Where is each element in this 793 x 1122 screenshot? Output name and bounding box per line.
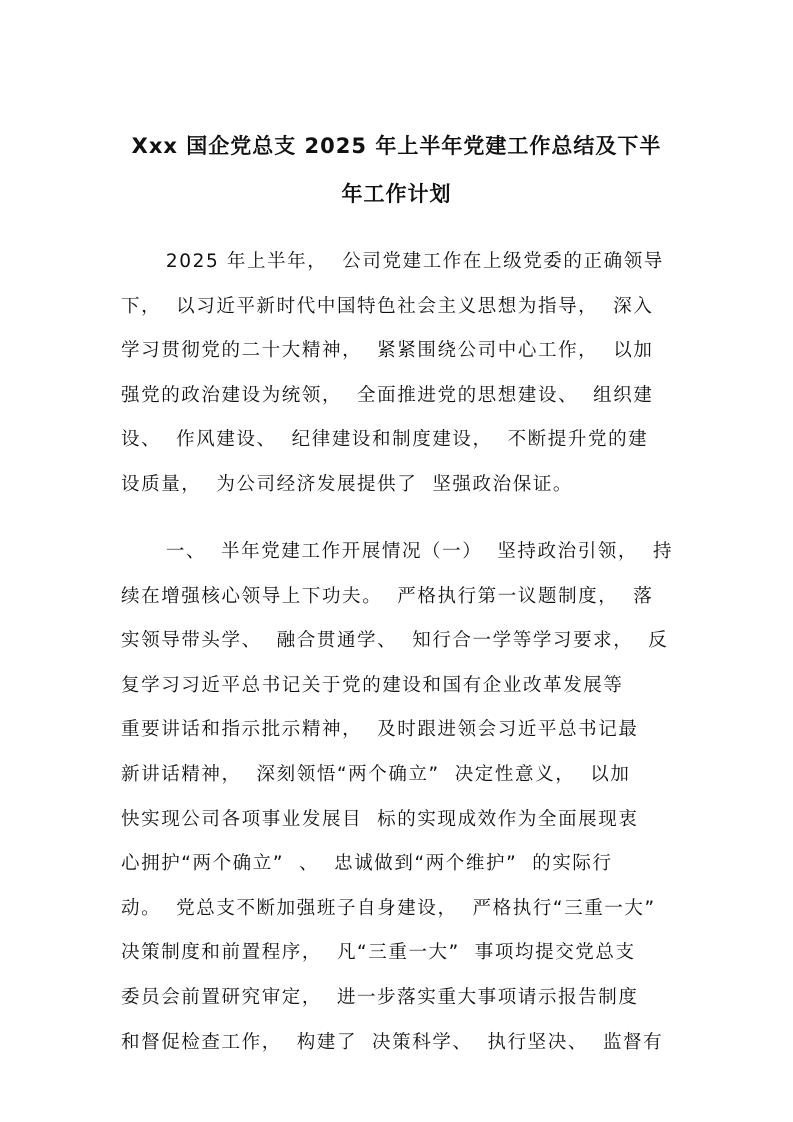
text-line: 决策制度和前置程序， 凡“三重一大” 事项均提交党总支 [121, 942, 636, 964]
text-line: 设质量， 为公司经济发展提供了 坚强政治保证。 [121, 473, 574, 495]
text-line: 设、 作风建设、 纪律建设和制度建设， 不断提升党的建 [121, 429, 649, 451]
text-line: 委员会前置研究审定， 进一步落实重大事项请示报告制度 [121, 986, 639, 1008]
text-line: 学习贯彻党的二十大精神， 紧紧围绕公司中心工作， 以加 [121, 340, 654, 362]
text-line: 续在增强核心领导上下功夫。 严格执行第一议题制度， 落 [121, 585, 654, 607]
text-line: 强党的政治建设为统领， 全面推进党的思想建设、 组织建 [121, 384, 654, 406]
document-title-line-1: Xxx 国企党总支 2025 年上半年党建工作总结及下半 [131, 134, 662, 158]
text-line: 心拥护“两个确立” 、 忠诚做到“两个维护” 的实际行 [121, 853, 613, 875]
text-line: 2025 年上半年， 公司党建工作在上级党委的正确领导 [121, 251, 664, 272]
text-line: 复学习习近平总书记关于党的建设和国有企业改革发展等 [121, 674, 624, 696]
text-line: 重要讲话和指示批示精神， 及时跟进领会习近平总书记最 [121, 719, 639, 741]
paragraph-intro [121, 240, 681, 508]
text-line: 新讲话精神， 深刻领悟“两个确立” 决定性意义， 以加 [121, 763, 631, 785]
text-line: 下， 以习近平新时代中国特色社会主义思想为指导， 深入 [121, 295, 654, 317]
text-line: 快实现公司各项事业发展目 标的实现成效作为全面展现衷 [121, 808, 639, 830]
text-line: 和督促检查工作， 构建了 决策科学、 执行坚决、 监督有 [121, 1031, 664, 1053]
text-line: 一、 半年党建工作开展情况（一） 坚持政治引领， 持 [121, 541, 674, 562]
paragraph-section-one [121, 530, 681, 1065]
document-title-line-2: 年工作计划 [341, 182, 452, 206]
text-line: 实领导带头学、 融合贯通学、 知行合一学等学习要求， 反 [121, 630, 669, 652]
text-line: 动。 党总支不断加强班子自身建设， 严格执行“三重一大” [121, 897, 656, 919]
